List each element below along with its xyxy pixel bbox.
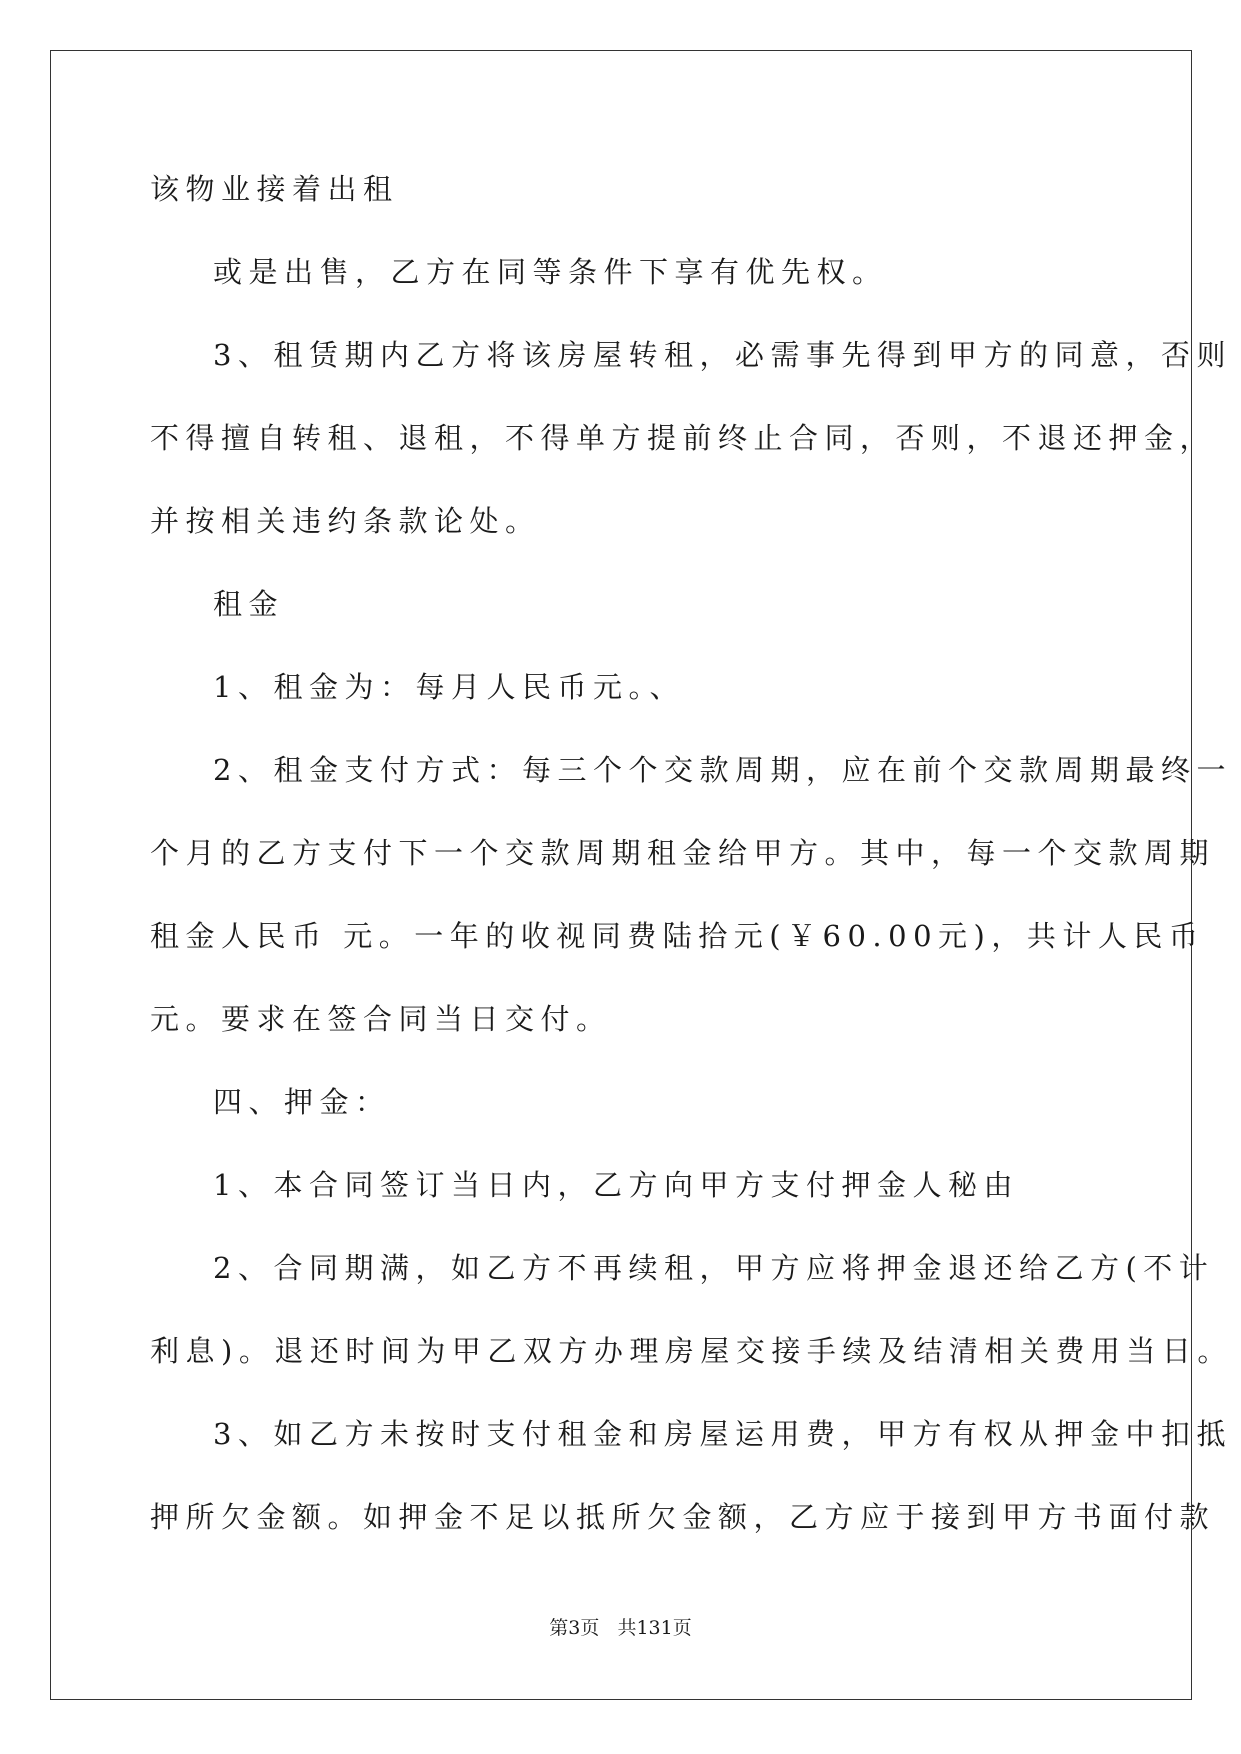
text-line-11: 元。要求在签合同当日交付。 xyxy=(150,1002,612,1036)
text-line-16: 3、如乙方未按时支付租金和房屋运用费，甲方有权从押金中扣抵 xyxy=(213,1417,1232,1451)
text-line-8: 2、租金支付方式：每三个个交款周期，应在前个交款周期最终一 xyxy=(213,753,1232,787)
text-line-14: 2、合同期满，如乙方不再续租，甲方应将押金退还给乙方(不计 xyxy=(213,1251,1215,1285)
section-heading-rent: 租金 xyxy=(213,587,285,621)
text-line-2: 或是出售，乙方在同等条件下享有优先权。 xyxy=(213,255,888,289)
text-line-3: 3、租赁期内乙方将该房屋转租，必需事先得到甲方的同意，否则 xyxy=(213,338,1232,372)
page-footer xyxy=(0,1613,1241,1640)
text-line-9: 个月的乙方支付下一个交款周期租金给甲方。其中，每一个交款周期 xyxy=(150,836,1216,870)
text-line-13: 1、本合同签订当日内，乙方向甲方支付押金人秘由 xyxy=(213,1168,1019,1202)
text-line-15: 利息)。退还时间为甲乙双方办理房屋交接手续及结清相关费用当日。 xyxy=(150,1334,1233,1368)
text-line-4: 不得擅自转租、退租，不得单方提前终止合同，否则，不退还押金， xyxy=(150,421,1216,455)
text-line-10: 租金人民币 元。一年的收视同费陆拾元(￥60.00元)，共计人民币 xyxy=(150,919,1205,953)
page-total: 共131页 xyxy=(617,1617,692,1639)
page-number: 第3页 xyxy=(549,1617,600,1639)
text-line-5: 并按相关违约条款论处。 xyxy=(150,504,541,538)
text-line-17: 押所欠金额。如押金不足以抵所欠金额，乙方应于接到甲方书面付款 xyxy=(150,1500,1216,1534)
text-line-7: 1、租金为：每月人民币元。、 xyxy=(213,670,685,704)
text-line-1: 该物业接着出租 xyxy=(150,172,399,206)
section-heading-deposit: 四、押金： xyxy=(213,1085,391,1119)
page-border xyxy=(50,50,1192,1700)
